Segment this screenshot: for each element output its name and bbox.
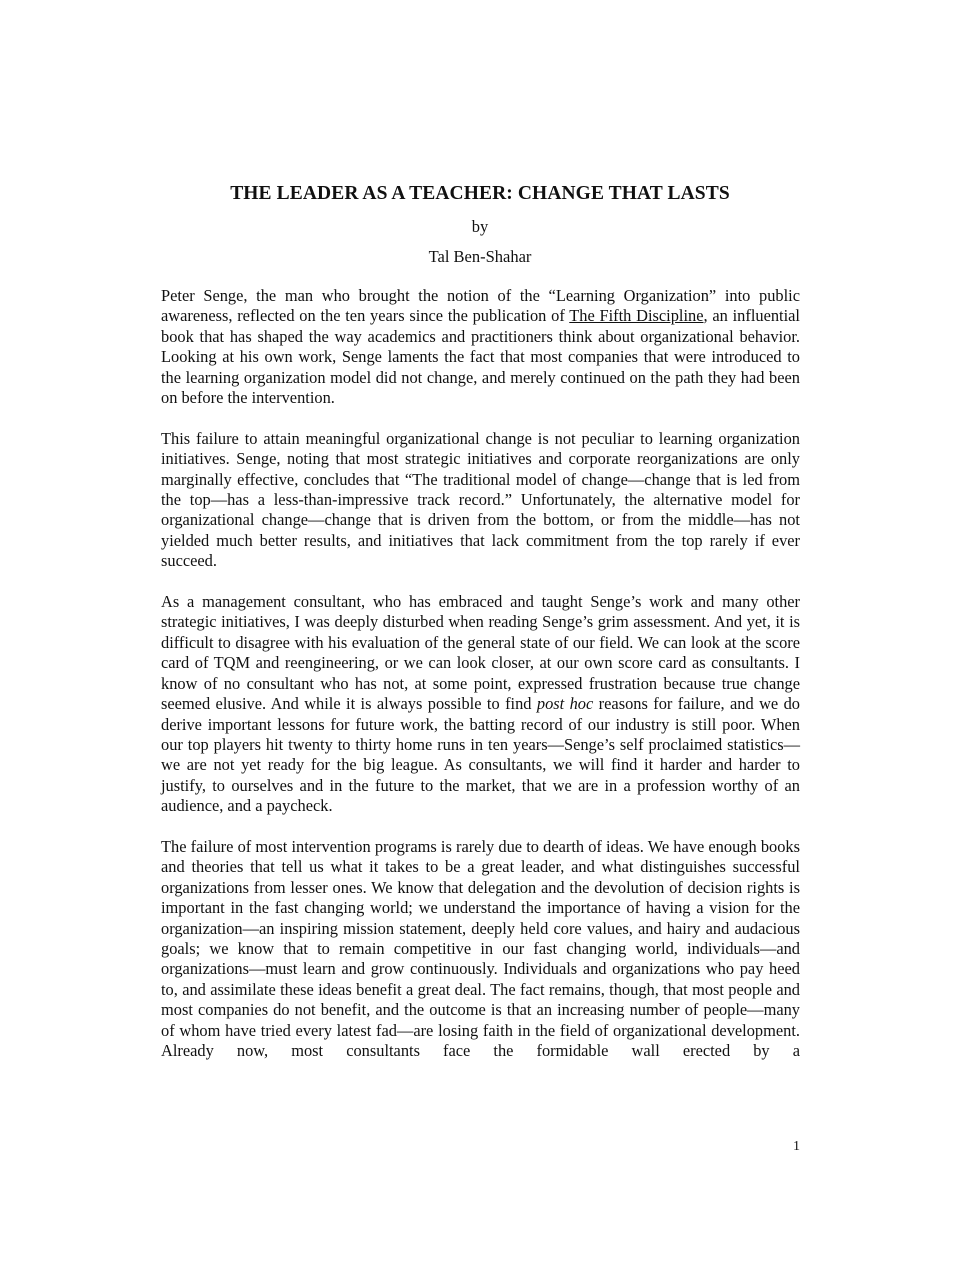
paragraph-1-text-a: Peter Senge, the man who brought the notion of the “Learning Organization” into public awareness, reflected on the ten years since the publication of bbox=[161, 286, 800, 326]
paragraph-3-text-a: As a management consultant, who has embraced and taught Senge’s work and many other strategic initiatives, I was deeply disturbed when reading Senge’s grim assessment. And yet, it is difficult to disagree with his evaluation of the general state of our field. We can look at the score card of TQM and reengineering, or we can look closer, at our own score card as consultants. I know of no consultant who has not, at some point, expressed frustration because true change seemed elusive. And while it is always possible to find bbox=[161, 592, 800, 714]
paragraph-3-text-b: reasons for failure, and we do derive important lessons for future work, the batting record of our industry is still poor. When our top players hit twenty to thirty home runs in ten years—Senge’s self proclaimed statistics—we are not yet ready for the big league. As consultants, we will find it harder and harder to justify, to ourselves and in the future to the market, that we are in a profession worthy of an audience, and a paycheck. bbox=[161, 694, 801, 816]
paragraph-4: The failure of most intervention programs is rarely due to dearth of ideas. We have enough books and theories that tell us what it takes to be a great leader, and what distinguishes successful organizations from lesser ones. We know that delegation and the devolution of decision rights is important in the fast changing world; we understand the importance of having a vision for the organization—an inspiring mission statement, deeply held core values, and hairy and audacious goals; we know that to remain competitive in our fast changing world, individuals—and organizations—must learn and grow continuously. Individuals and organizations who pay heed to, and assimilate these ideas benefit a great deal. The fact remains, though, that most people and most companies do not benefit, and the outcome is that an increasing number of people—many of whom have tried every latest fad—are losing faith in the field of organizational development. Already now, most consultants face the formidable wall erected by a bbox=[161, 836, 800, 1060]
document-body bbox=[161, 286, 800, 1061]
italic-phrase: post hoc bbox=[536, 694, 594, 714]
paragraph-2: This failure to attain meaningful organizational change is not peculiar to learning organization initiatives. Senge, noting that most strategic initiatives and corporate reorganizations are only marginally effective, concludes that “The traditional model of change—change that is led from the top—has a less-than-impressive track record.” Unfortunately, the alternative model for organizational change—change that is driven from the bottom, or from the middle—has not yielded much better results, and initiatives that lack commitment from the top rarely if ever succeed. bbox=[161, 428, 800, 571]
paragraph-1-text-b: , an influential book that has shaped the way academics and practitioners think about organizational behavior. Looking at his own work, Senge laments the fact that most companies that were introduced to the learning organization model did not change, and merely continued on the path they had been on before the intervention. bbox=[161, 306, 800, 408]
document-title: THE LEADER AS A TEACHER: CHANGE THAT LASTS bbox=[230, 183, 730, 204]
paragraph-3 bbox=[161, 592, 800, 816]
paragraph-1 bbox=[161, 286, 800, 408]
book-title: The Fifth Discipline bbox=[569, 306, 704, 326]
byline-by: by bbox=[471, 217, 489, 236]
author-name: Tal Ben-Shahar bbox=[428, 247, 532, 266]
page-number: 1 bbox=[793, 1139, 800, 1154]
